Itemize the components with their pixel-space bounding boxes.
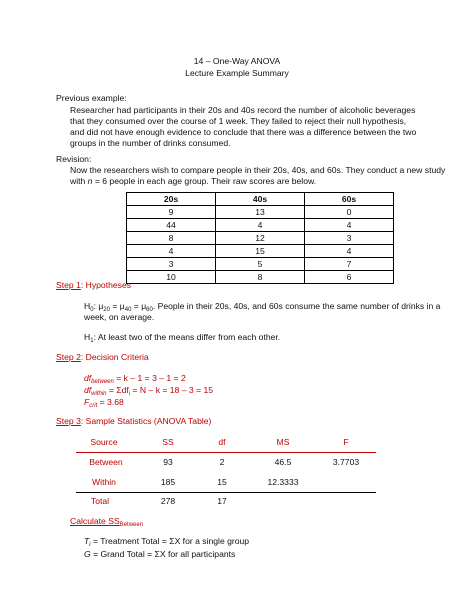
- grand-total-definition: G = Grand Total = ΣX for all participants: [84, 549, 236, 559]
- table-cell: 3.7703: [332, 457, 360, 467]
- table-cell: 15: [216, 245, 305, 258]
- table-cell: 12: [216, 232, 305, 245]
- table-cell: 8: [127, 232, 216, 245]
- f-critical: $F_{crit} = 3.68$: [84, 397, 124, 409]
- table-cell: 46.5: [274, 457, 292, 467]
- table-cell: 8: [216, 271, 305, 284]
- revision-line-2: with n = 6 people in each age group. Their raw scores are below.: [70, 176, 317, 186]
- table-row: [127, 271, 394, 284]
- table-cell: 10: [127, 271, 216, 284]
- table-cell: 12.3333: [267, 477, 299, 487]
- document-title: 14 – One-Way ANOVA: [193, 56, 281, 66]
- table-row: [127, 219, 394, 232]
- table-cell: 6: [305, 271, 394, 284]
- table-cell: 93: [163, 457, 173, 467]
- table-cell: 44: [127, 219, 216, 232]
- raw-table-header-row: [127, 193, 394, 206]
- step3-heading: Step 3: Sample Statistics (ANOVA Table): [56, 416, 212, 426]
- table-cell: 4: [127, 245, 216, 258]
- raw-scores-table: [126, 192, 394, 284]
- null-hypothesis: $H_0$: $\mu_{20} = \mu_{40} = \mu_{60}$. People in their 20s, 40s, and 60s consume the same number of drinks in a: [84, 301, 441, 313]
- raw-header-60s: 60s: [305, 193, 394, 206]
- table-cell: 3: [127, 258, 216, 271]
- table-row: [76, 457, 376, 469]
- previous-body: Researcher had participants in their 20s and 40s record the number of alcoholic beverages that they consumed over the course of 1 week. They failed to reject their null hypothesis, and did not have enough evidence to conclude that there was a difference between the two groups in the number of drinks consumed.: [70, 105, 417, 148]
- table-cell: Total: [90, 496, 110, 506]
- document-subtitle: Lecture Example Summary: [185, 68, 289, 78]
- treatment-total-definition: $T_i$ = Treatment Total = ΣX for a single group: [84, 536, 250, 548]
- table-cell: 13: [216, 206, 305, 219]
- step1-heading: Step 1: Hypotheses: [56, 280, 132, 290]
- table-row: [76, 496, 376, 508]
- table-cell: 17: [217, 496, 227, 506]
- table-cell: 4: [305, 245, 394, 258]
- anova-header-ss: SS: [162, 437, 174, 447]
- previous-heading: Previous example:: [56, 93, 127, 103]
- table-row: [127, 258, 394, 271]
- table-cell: 4: [216, 219, 305, 232]
- table-cell: Within: [92, 477, 116, 487]
- table-row: [127, 232, 394, 245]
- anova-header-df: df: [218, 437, 226, 447]
- table-cell: 2: [219, 457, 225, 467]
- table-row: [127, 206, 394, 219]
- table-cell: 3: [305, 232, 394, 245]
- revision-line-1: Now the researchers wish to compare people in their 20s, 40s, and 60s. They conduct a new study: [70, 165, 446, 175]
- anova-divider: [76, 492, 376, 493]
- table-cell: 4: [305, 219, 394, 232]
- table-cell: 9: [127, 206, 216, 219]
- df-within: $df_{within} = \Sigma df_i = N - k = 18 - 3 = 15$: [84, 385, 214, 397]
- table-cell: Between: [89, 457, 123, 467]
- anova-header-ms: MS: [276, 437, 290, 447]
- anova-header-f: F: [343, 437, 349, 447]
- step2-heading: Step 2: Decision Criteria: [56, 352, 149, 362]
- anova-divider: [76, 452, 376, 453]
- anova-header-row: [76, 437, 376, 449]
- table-row: [127, 245, 394, 258]
- table-cell: 185: [160, 477, 176, 487]
- table-row: [76, 477, 376, 489]
- null-hypothesis-line-2: week, on average.: [84, 312, 155, 322]
- revision-heading: Revision:: [56, 154, 92, 164]
- table-cell: 15: [217, 477, 227, 487]
- alternative-hypothesis: $H_1$: At least two of the means differ from each other.: [84, 332, 281, 344]
- raw-header-40s: 40s: [216, 193, 305, 206]
- table-cell: 0: [305, 206, 394, 219]
- calculate-ss-between-heading: Calculate $SS_{Between}$: [70, 516, 144, 528]
- df-between: $df_{between} = k - 1 = 3 - 1 = 2$: [84, 373, 186, 385]
- table-cell: 7: [305, 258, 394, 271]
- anova-header-source: Source: [90, 437, 118, 447]
- raw-header-20s: 20s: [127, 193, 216, 206]
- table-cell: 278: [160, 496, 176, 506]
- table-cell: 5: [216, 258, 305, 271]
